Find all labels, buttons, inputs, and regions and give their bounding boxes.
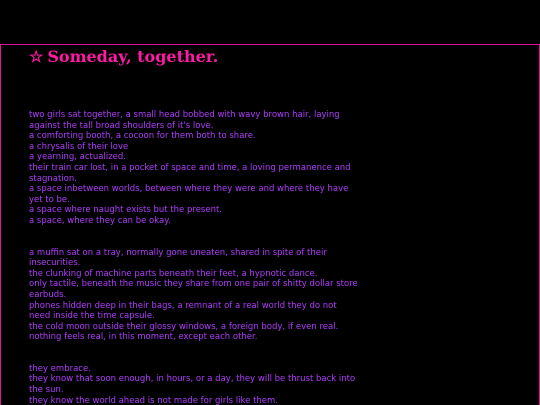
poem-line: a yearning, actualized. [29,152,126,163]
poem-line: two girls sat together, a small head bobbed with wavy brown hair, laying against the tall broad shoulders of it's love. [29,110,340,131]
poem-stanza-1 [29,110,359,227]
poem-line: a comforting booth, a cocoon for them both to share. [29,131,256,142]
poem-line: a chrysalis of their love [29,141,129,152]
poem-line: they embrace. [29,363,91,374]
poem-line: phones hidden deep in their bags, a remnant of a real world they do not need inside the time capsule. [29,300,337,322]
post-title [29,47,218,67]
poem-line: a space, where they can be okay. [29,215,171,226]
poem-line: a muffin sat on a tray, normally gone uneaten, shared in spite of their insecurities. [29,247,327,269]
poem-line: the cold moon outside their glossy windows, a foreign body, if even real. [29,321,339,332]
poem-stanza-2 [29,248,359,343]
poem-line: the clunking of machine parts beneath their feet, a hypnotic dance. [29,268,318,279]
poem-line: only tactile, beneath the music they share from one pair of shitty dollar store earbuds. [29,279,358,300]
poem-line: their train car lost, in a pocket of space and time, a loving permanence and stagnation. [29,162,351,184]
post-title-text: Someday, together. [47,47,219,66]
poem-line: they know the world ahead is not made for girls like them. [29,395,279,405]
star-outline-icon: ☆ [29,47,44,66]
poem-body [29,110,359,405]
poem-line: a space inbetween worlds, between where they were and where they have yet to be. [29,184,349,205]
post-frame [0,44,540,405]
poem-line: nothing feels real, in this moment, except each other. [29,332,258,343]
poem-line: they know that soon enough, in hours, or a day, they will be thrust back into the sun. [29,374,356,396]
poem-stanza-3 [29,364,359,405]
poem-line: a space where naught exists but the present. [29,205,223,216]
